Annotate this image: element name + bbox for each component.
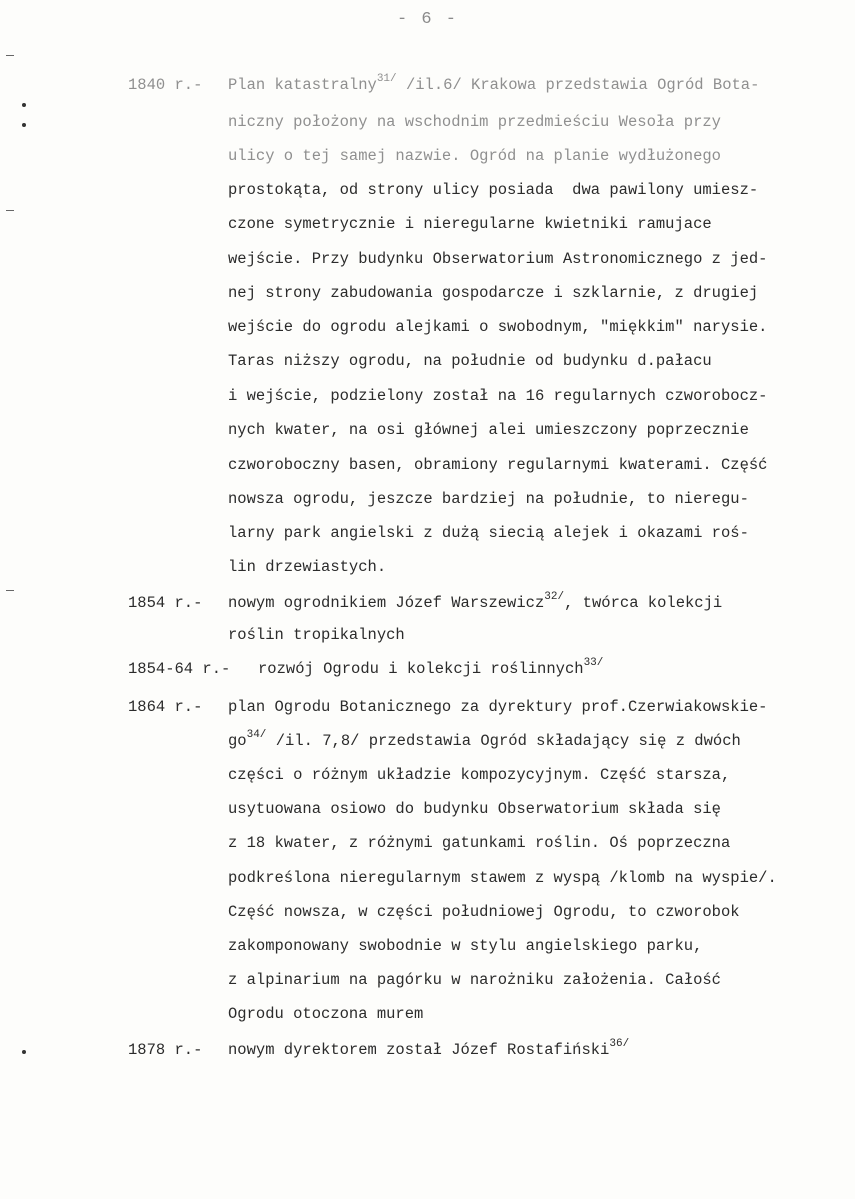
entry-line: Ogrodu otoczona murem (228, 1005, 424, 1023)
entry-line: z alpinarium na pagórku w narożniku założenia. Całość (228, 971, 721, 989)
entry-date: 1864 r.- (128, 698, 203, 716)
entry-line: Część nowsza, w części południowej Ogrodu, to czworobok (228, 903, 740, 921)
entry-line: nowym dyrektorem został Józef Rostafiński$^{36/}$ (228, 1037, 630, 1059)
entry-line: i wejście, podzielony został na 16 regularnych czworobocz- (228, 387, 768, 405)
margin-mark (22, 1050, 26, 1054)
entry-date: 1854 r.- (128, 594, 203, 612)
page-number: - 6 - (396, 10, 458, 29)
entry-date: 1878 r.- (128, 1041, 203, 1059)
entry-line: zakomponowany swobodnie w stylu angielskiego parku, (228, 937, 703, 955)
entry-line: larny park angielski z dużą siecią alejek i okazami roś- (228, 524, 749, 542)
entry-line: czworoboczny basen, obramiony regularnymi kwaterami. Część (228, 456, 768, 474)
entry-line: roślin tropikalnych (228, 626, 405, 644)
margin-mark (6, 55, 14, 56)
entry-line: niczny położony na wschodnim przedmieściu Wesoła przy (228, 113, 721, 131)
entry-line: nowsza ogrodu, jeszcze bardziej na południe, to nieregu- (228, 490, 749, 508)
entry-line: podkreślona nieregularnym stawem z wyspą /klomb na wyspie/. (228, 869, 777, 887)
entry-line: wejście do ogrodu alejkami o swobodnym, "miękkim" narysie. (228, 318, 768, 336)
entry-line: nych kwater, na osi głównej alei umieszczony poprzecznie (228, 421, 749, 439)
entry-line: Taras niższy ogrodu, na południe od budynku d.pałacu (228, 352, 712, 370)
margin-mark (6, 210, 14, 211)
entry-line: lin drzewiastych. (228, 558, 387, 576)
entry-line: czone symetrycznie i nieregularne kwietniki ramujace (228, 215, 712, 233)
entry-line: prostokąta, od strony ulicy posiada dwa pawilony umiesz- (228, 181, 759, 199)
entry-date: 1840 r.- (128, 76, 203, 94)
entry-line: z 18 kwater, z różnymi gatunkami roślin. Oś poprzeczna (228, 834, 731, 852)
entry-line: usytuowana osiowo do budynku Obserwatorium składa się (228, 800, 721, 818)
entry-line: nowym ogrodnikiem Józef Warszewicz$^{32/}$, twórca kolekcji (228, 590, 723, 612)
entry-line: nej strony zabudowania gospodarcze i szklarnie, z drugiej (228, 284, 759, 302)
margin-mark (6, 590, 14, 591)
entry-line: plan Ogrodu Botanicznego za dyrektury prof.Czerwiakowskie- (228, 698, 768, 716)
entry-line: ulicy o tej samej nazwie. Ogród na planie wydłużonego (228, 147, 721, 165)
margin-mark (22, 103, 26, 107)
entry-line: rozwój Ogrodu i kolekcji roślinnych$^{33/}$ (258, 656, 604, 678)
margin-mark (22, 123, 26, 127)
entry-line: $go^{34/}$ /il. 7,8/ przedstawia Ogród składający się z dwóch (228, 728, 741, 750)
entry-line: części o różnym układzie kompozycyjnym. Część starsza, (228, 766, 731, 784)
entry-date: 1854-64 r.- (128, 660, 231, 678)
entry-line: wejście. Przy budynku Obserwatorium Astronomicznego z jed- (228, 250, 768, 268)
entry-line: Plan katastralny$^{31/}$ /il.6/ Krakowa przedstawia Ogród Bota- (228, 72, 760, 94)
